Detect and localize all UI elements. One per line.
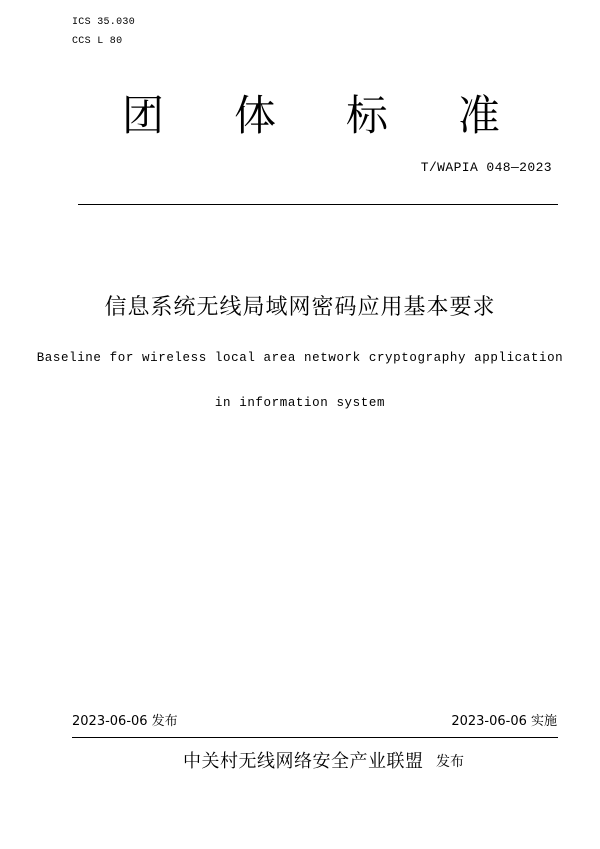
- ccs-code: CCS L 80: [72, 36, 123, 47]
- title-english-line-2: in information system: [214, 396, 386, 410]
- title-english-line-1: Baseline for wireless local area network cryptography application: [36, 351, 564, 365]
- top-divider: [78, 204, 558, 205]
- doc-type-char-2: 体: [234, 91, 277, 140]
- publish-date: 2023-06-06 发布: [72, 714, 178, 729]
- doc-type-char-4: 准: [458, 91, 501, 140]
- standard-number: T/WAPIA 048—2023: [420, 160, 552, 175]
- issuing-organization: 中关村无线网络安全产业联盟: [183, 751, 424, 772]
- bottom-divider: [72, 737, 558, 738]
- doc-type-char-3: 标: [346, 91, 389, 140]
- implementation-date: 2023-06-06 实施: [451, 714, 557, 729]
- document-type-title: [0, 86, 600, 146]
- issue-label: 发布: [436, 754, 464, 770]
- title-chinese: 信息系统无线局域网密码应用基本要求: [104, 295, 496, 320]
- doc-type-char-1: 团: [122, 91, 165, 140]
- ics-code: ICS 35.030: [72, 17, 136, 28]
